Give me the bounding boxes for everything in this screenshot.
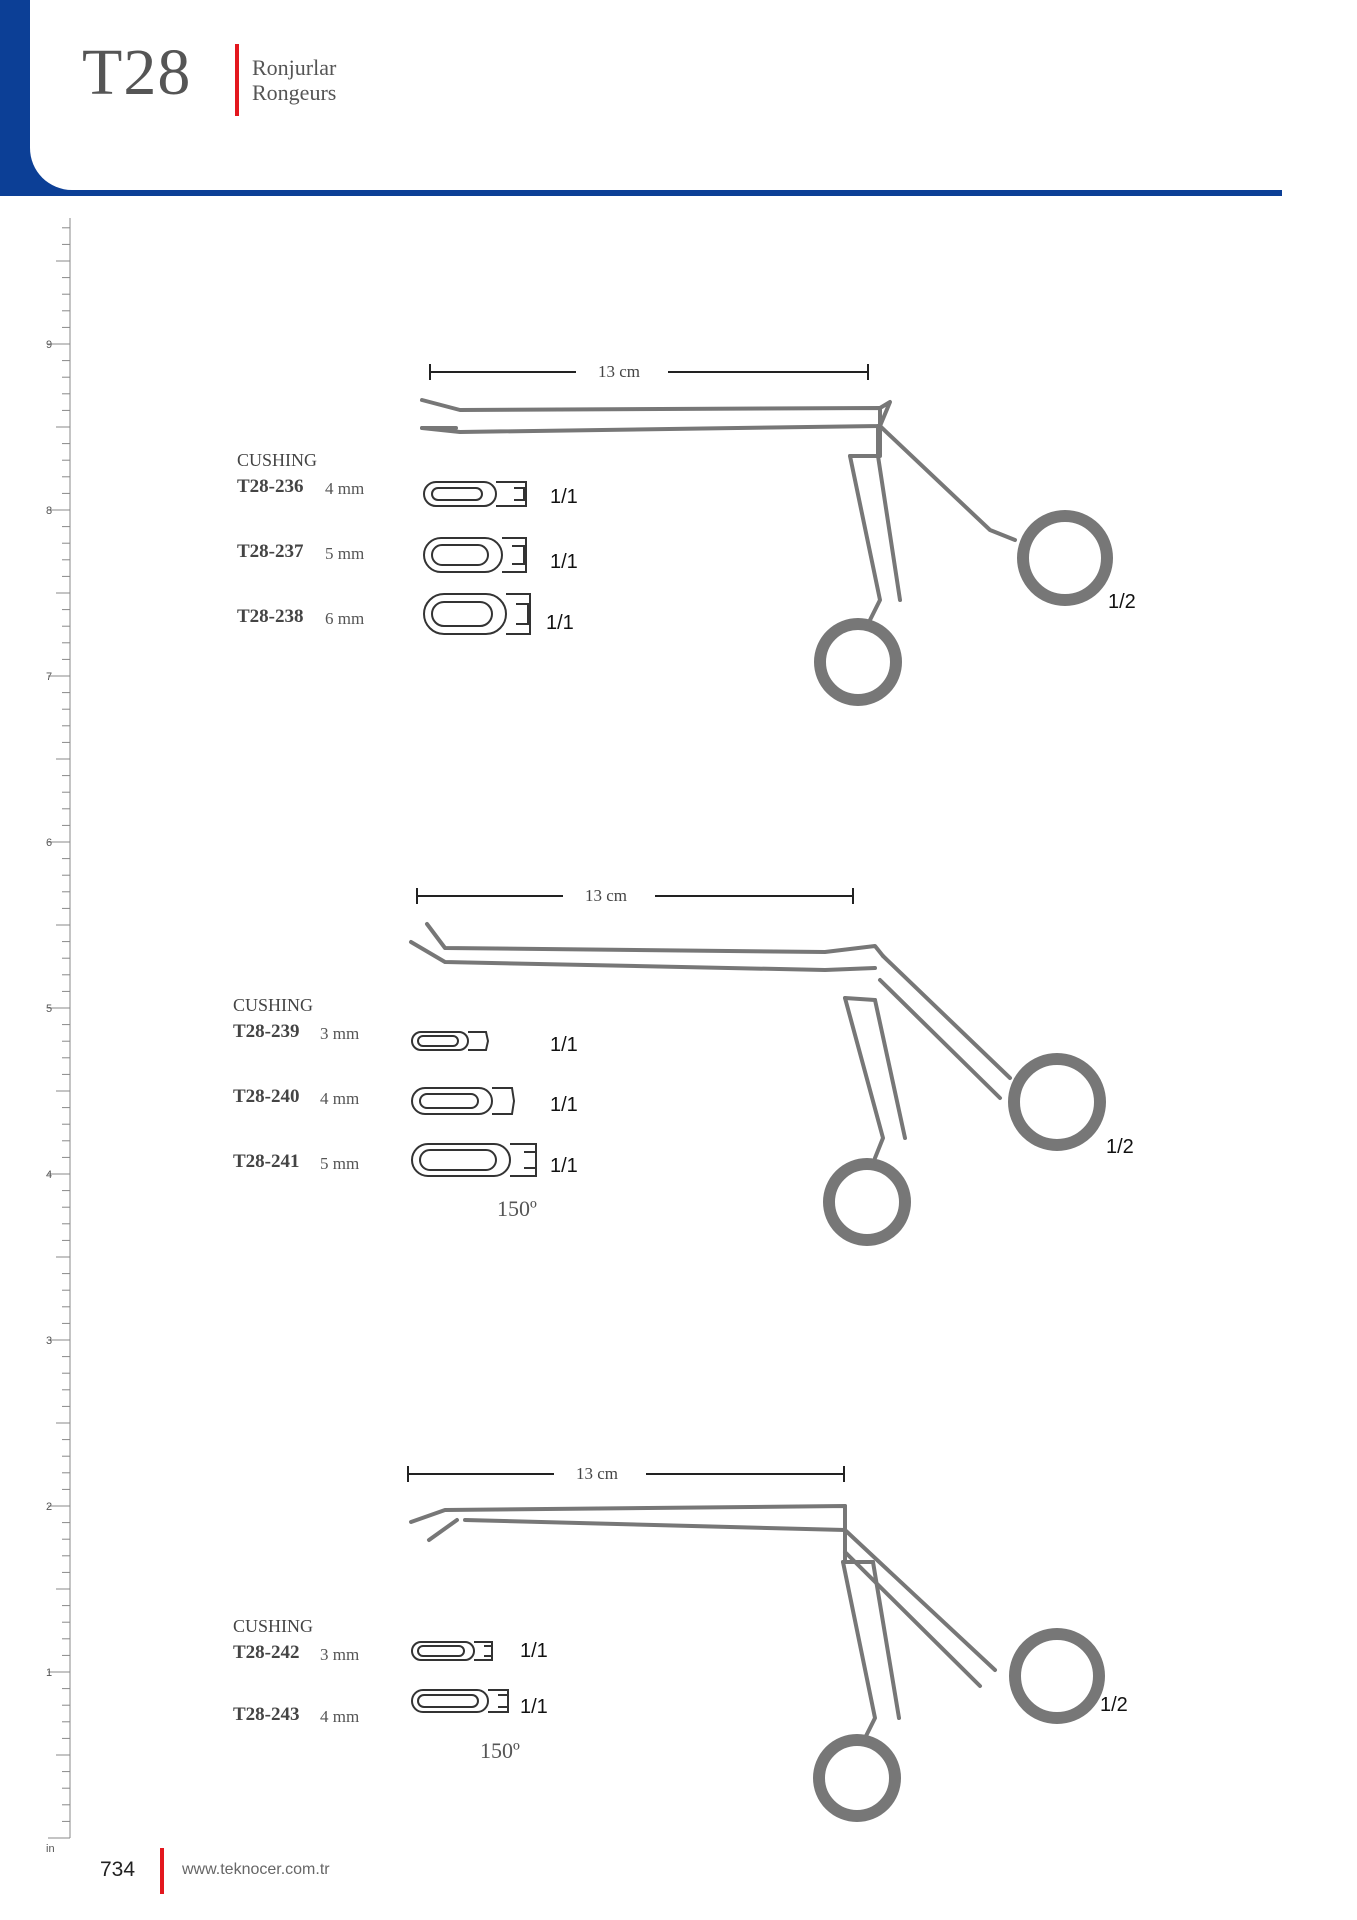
product-size: 4 mm bbox=[320, 1089, 360, 1108]
product-code: T28-239 bbox=[233, 1021, 300, 1042]
product-size: 4 mm bbox=[320, 1707, 360, 1726]
length-dimension-line bbox=[406, 1464, 848, 1484]
length-label: 13 cm bbox=[576, 1464, 619, 1483]
length-dimension-line bbox=[415, 886, 857, 906]
inch-ruler bbox=[0, 218, 72, 1855]
website-link[interactable]: www.teknocer.com.tr bbox=[182, 1861, 330, 1878]
product-size: 5 mm bbox=[325, 544, 365, 563]
category-en: Rongeurs bbox=[252, 80, 337, 105]
length-dimension-line bbox=[428, 362, 870, 382]
page-number: 734 bbox=[100, 1858, 136, 1881]
jaw-angle: 150º bbox=[497, 1196, 537, 1221]
series-name: CUSHING bbox=[233, 995, 314, 1015]
tip-scale: 1/1 bbox=[520, 1696, 548, 1718]
tip-scale: 1/1 bbox=[550, 551, 578, 573]
ruler-label: 4 bbox=[46, 1169, 53, 1181]
ruler-label: 3 bbox=[46, 1335, 53, 1347]
ruler-label: 1 bbox=[46, 1667, 53, 1679]
product-code: T28-240 bbox=[233, 1086, 300, 1107]
section-code: T28 bbox=[82, 36, 192, 109]
ruler-label: 8 bbox=[46, 505, 53, 517]
product-code: T28-237 bbox=[237, 541, 304, 562]
tip-scale: 1/1 bbox=[550, 1094, 578, 1116]
product-size: 3 mm bbox=[320, 1024, 360, 1043]
ruler-unit: in bbox=[46, 1843, 55, 1855]
ruler-label: 9 bbox=[46, 339, 53, 351]
header-divider bbox=[235, 44, 239, 116]
header-panel bbox=[30, 0, 1282, 190]
tip-scale: 1/1 bbox=[550, 1155, 578, 1177]
footer-divider bbox=[160, 1848, 164, 1894]
tip-scale: 1/1 bbox=[546, 612, 574, 634]
ruler-label: 2 bbox=[46, 1501, 53, 1513]
product-code: T28-243 bbox=[233, 1704, 300, 1725]
instrument-scale: 1/2 bbox=[1108, 591, 1136, 613]
rongeur-instrument-image bbox=[405, 1490, 1125, 1820]
tip-scale: 1/1 bbox=[520, 1640, 548, 1662]
tip-scale: 1/1 bbox=[550, 486, 578, 508]
ruler-label: 5 bbox=[46, 1003, 53, 1015]
ruler-label: 6 bbox=[46, 837, 53, 849]
jaw-angle: 150º bbox=[480, 1738, 520, 1763]
instrument-scale: 1/2 bbox=[1106, 1136, 1134, 1158]
product-size: 4 mm bbox=[325, 479, 365, 498]
instrument-scale: 1/2 bbox=[1100, 1694, 1128, 1716]
series-name: CUSHING bbox=[237, 450, 318, 470]
rongeur-instrument-image bbox=[405, 918, 1125, 1258]
length-label: 13 cm bbox=[585, 886, 628, 905]
ruler-label: 7 bbox=[46, 671, 53, 683]
rongeur-instrument-image bbox=[410, 390, 1130, 720]
product-code: T28-241 bbox=[233, 1151, 300, 1172]
product-size: 3 mm bbox=[320, 1645, 360, 1664]
product-code: T28-236 bbox=[237, 476, 304, 497]
product-code: T28-238 bbox=[237, 606, 304, 627]
length-label: 13 cm bbox=[598, 362, 641, 381]
product-size: 5 mm bbox=[320, 1154, 360, 1173]
product-code: T28-242 bbox=[233, 1642, 300, 1663]
series-name: CUSHING bbox=[233, 1616, 314, 1636]
tip-scale: 1/1 bbox=[550, 1034, 578, 1056]
product-size: 6 mm bbox=[325, 609, 365, 628]
category-tr: Ronjurlar bbox=[252, 55, 337, 80]
